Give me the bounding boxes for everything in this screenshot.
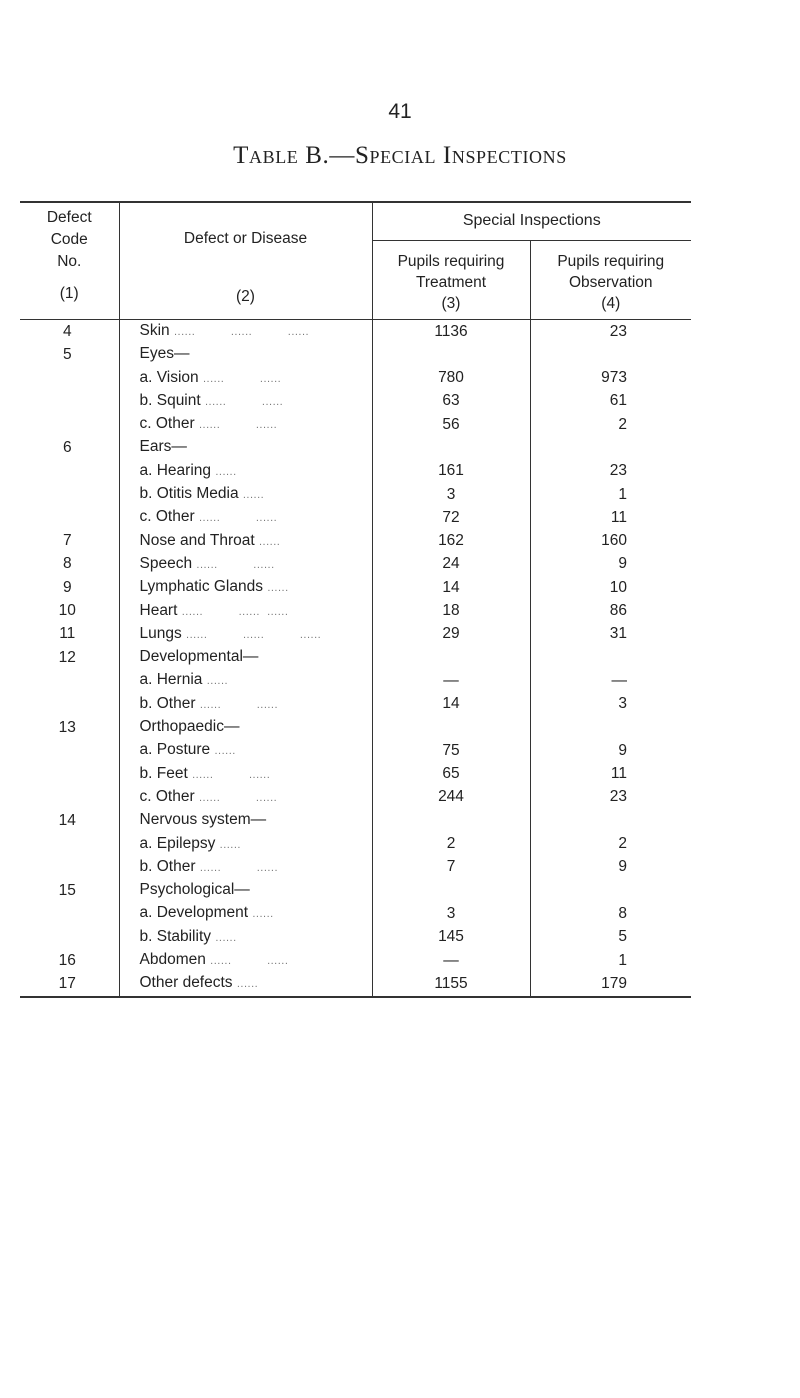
leader-dots: ...... ...... ...... xyxy=(186,628,322,641)
treatment-value-cell xyxy=(372,809,530,832)
defect-name: Abdomen xyxy=(139,951,206,969)
treatment-value-cell: 72 xyxy=(372,506,530,529)
header-observation xyxy=(530,240,691,319)
table-row xyxy=(20,809,691,832)
header-observation-line-2: Observation xyxy=(568,273,653,291)
treatment-value-cell: 65 xyxy=(372,763,530,786)
treatment-value-cell: 7 xyxy=(372,856,530,879)
observation-value-cell: 179 xyxy=(530,972,691,996)
defect-name: Nose and Throat xyxy=(139,531,255,549)
treatment-value-cell: 2 xyxy=(372,833,530,856)
defect-code-cell xyxy=(20,786,119,809)
treatment-value-cell xyxy=(372,716,530,739)
header-observation-num: (4) xyxy=(601,294,621,312)
defect-name-cell xyxy=(119,902,372,925)
defect-name: a. Vision xyxy=(139,368,199,386)
header-defect-code xyxy=(20,202,119,320)
defect-name: a. Hearing xyxy=(139,461,212,479)
table-row xyxy=(20,902,691,925)
treatment-value-cell: 1136 xyxy=(372,320,530,344)
defect-name: a. Posture xyxy=(139,741,211,759)
leader-dots: ...... xyxy=(252,908,274,921)
treatment-value-cell xyxy=(372,343,530,366)
table-row xyxy=(20,763,691,786)
treatment-value-cell: 18 xyxy=(372,600,530,623)
treatment-value-cell: 29 xyxy=(372,623,530,646)
leader-dots: ...... ...... xyxy=(210,955,289,968)
special-inspections-table-wrap xyxy=(20,201,691,998)
defect-name-cell xyxy=(119,343,372,366)
table-row xyxy=(20,390,691,413)
defect-code-cell xyxy=(20,413,119,436)
defect-name-cell xyxy=(119,856,372,879)
leader-dots: ...... ...... xyxy=(199,861,279,874)
defect-name-cell xyxy=(119,716,372,739)
defect-name: Lymphatic Glands xyxy=(139,578,263,596)
table-title-text: Table B.—Special Inspections xyxy=(233,142,567,169)
header-defect-or-disease xyxy=(119,202,372,320)
defect-name: Nervous system— xyxy=(139,811,267,829)
defect-name: b. Otitis Media xyxy=(139,485,239,503)
table-row xyxy=(20,436,691,459)
table-row xyxy=(20,506,691,529)
table-row xyxy=(20,669,691,692)
defect-name-cell xyxy=(119,669,372,692)
defect-name-cell xyxy=(119,413,372,436)
defect-name: a. Development xyxy=(139,904,249,922)
leader-dots: ...... ...... xyxy=(205,395,284,408)
table-row xyxy=(20,856,691,879)
defect-name-cell xyxy=(119,390,372,413)
treatment-value-cell: 1155 xyxy=(372,972,530,996)
observation-value-cell: 973 xyxy=(601,369,628,387)
defect-name: c. Other xyxy=(139,508,195,526)
leader-dots: ...... xyxy=(259,535,281,548)
observation-value-cell: 3 xyxy=(618,695,628,713)
defect-name-cell xyxy=(119,600,372,623)
defect-code-cell: 8 xyxy=(20,553,119,576)
defect-code-cell: 6 xyxy=(20,436,119,459)
defect-name: Orthopaedic— xyxy=(139,718,240,736)
defect-name: a. Hernia xyxy=(139,671,203,689)
leader-dots: ...... ...... xyxy=(198,791,278,804)
defect-code-cell xyxy=(20,483,119,506)
header-treatment-line-1: Pupils requiring xyxy=(397,252,505,270)
treatment-value-cell xyxy=(372,879,530,902)
defect-name-cell xyxy=(119,763,372,786)
observation-value-cell: 8 xyxy=(618,904,628,922)
table-header xyxy=(20,202,691,320)
observation-value-cell: — xyxy=(611,671,628,689)
table-row xyxy=(20,623,691,646)
defect-name-cell xyxy=(119,506,372,529)
defect-name-cell xyxy=(119,879,372,902)
defect-name-cell xyxy=(119,646,372,669)
table-row xyxy=(20,833,691,856)
defect-name: Other defects xyxy=(139,974,233,992)
observation-value-cell: 5 xyxy=(618,928,628,946)
observation-value-cell: 11 xyxy=(610,765,628,783)
table-row xyxy=(20,926,691,949)
defect-name: b. Other xyxy=(139,694,196,712)
treatment-value-cell: — xyxy=(372,949,530,972)
defect-name-cell xyxy=(119,553,372,576)
defect-name: b. Other xyxy=(139,857,196,875)
treatment-value-cell: 145 xyxy=(372,926,530,949)
defect-name-cell xyxy=(119,926,372,949)
treatment-value-cell: 24 xyxy=(372,553,530,576)
observation-value-cell xyxy=(530,646,691,669)
leader-dots: ...... ...... xyxy=(198,512,278,525)
table-row xyxy=(20,786,691,809)
observation-value-cell: 61 xyxy=(609,392,628,410)
observation-value-cell xyxy=(530,343,691,366)
leader-dots: ...... ...... xyxy=(192,768,271,781)
defect-code-cell: 14 xyxy=(20,809,119,832)
defect-name-cell xyxy=(119,367,372,390)
defect-code-cell: 16 xyxy=(20,949,119,972)
defect-name-cell xyxy=(119,693,372,716)
leader-dots: ...... xyxy=(267,582,289,595)
defect-name: c. Other xyxy=(139,787,195,805)
defect-name: Developmental— xyxy=(139,648,259,666)
table-row xyxy=(20,972,691,996)
defect-name-cell xyxy=(119,483,372,506)
observation-value-cell xyxy=(530,809,691,832)
defect-name-cell xyxy=(119,530,372,553)
defect-code-cell xyxy=(20,460,119,483)
defect-name-cell xyxy=(119,786,372,809)
treatment-value-cell: 14 xyxy=(372,576,530,599)
observation-value-cell: 9 xyxy=(618,555,628,573)
defect-code-cell xyxy=(20,693,119,716)
defect-name: Heart xyxy=(139,601,178,619)
header-defect-num: (2) xyxy=(236,288,255,305)
observation-value-cell: 9 xyxy=(618,858,628,876)
treatment-value-cell: 3 xyxy=(372,483,530,506)
defect-name-cell xyxy=(119,436,372,459)
defect-name-cell xyxy=(119,949,372,972)
defect-name-cell xyxy=(119,972,372,996)
leader-dots: ...... ...... ...... xyxy=(173,326,310,338)
leader-dots: ...... ...... xyxy=(202,372,282,385)
header-code-line-2: Code xyxy=(50,231,88,248)
observation-value-cell: 23 xyxy=(609,788,628,806)
defect-name-cell xyxy=(119,833,372,856)
treatment-value-cell: 14 xyxy=(372,693,530,716)
defect-name: b. Feet xyxy=(139,764,188,782)
defect-name-cell xyxy=(119,320,372,344)
page-number: 41 xyxy=(388,100,412,123)
table-row xyxy=(20,600,691,623)
defect-name-cell xyxy=(119,460,372,483)
leader-dots: ...... xyxy=(215,931,237,944)
treatment-value-cell: 162 xyxy=(372,530,530,553)
leader-dots: ...... xyxy=(236,978,259,991)
treatment-value-cell: 780 xyxy=(372,367,530,390)
header-treatment-line-2: Treatment xyxy=(415,273,487,291)
defect-name: Ears— xyxy=(139,438,187,456)
leader-dots: ...... ...... xyxy=(199,698,279,711)
defect-code-cell xyxy=(20,856,119,879)
header-observation-line-1: Pupils requiring xyxy=(557,252,665,270)
leader-dots: ...... xyxy=(206,675,229,688)
defect-name: Skin xyxy=(139,322,170,339)
table-row xyxy=(20,739,691,762)
observation-value-cell: 23 xyxy=(609,462,628,480)
defect-code-cell xyxy=(20,390,119,413)
defect-code-cell xyxy=(20,833,119,856)
table-row xyxy=(20,553,691,576)
treatment-value-cell: 244 xyxy=(372,786,530,809)
header-code-num: (1) xyxy=(59,285,79,302)
header-defect-label: Defect or Disease xyxy=(183,230,308,247)
treatment-value-cell: 63 xyxy=(372,390,530,413)
defect-code-cell: 10 xyxy=(20,600,119,623)
observation-value-cell: 86 xyxy=(609,602,628,620)
defect-name: Eyes— xyxy=(139,345,190,363)
defect-code-cell: 9 xyxy=(20,576,119,599)
header-treatment-num: (3) xyxy=(441,294,461,312)
table-row xyxy=(20,367,691,390)
leader-dots: ...... xyxy=(215,465,237,478)
observation-value-cell: 31 xyxy=(609,625,628,643)
table-row xyxy=(20,949,691,972)
observation-value-cell: 1 xyxy=(618,485,628,503)
defect-code-cell: 12 xyxy=(20,646,119,669)
defect-code-cell: 15 xyxy=(20,879,119,902)
defect-name: b. Squint xyxy=(139,391,201,409)
leader-dots: ...... xyxy=(242,489,265,502)
defect-code-cell: 4 xyxy=(20,320,119,344)
defect-code-cell: 5 xyxy=(20,343,119,366)
leader-dots: ...... ...... xyxy=(196,558,275,571)
leader-dots: ...... xyxy=(214,745,236,758)
defect-name: Speech xyxy=(139,554,193,572)
header-special-inspections: Special Inspections xyxy=(372,202,691,240)
defect-name: Lungs xyxy=(139,624,182,642)
observation-value-cell: 23 xyxy=(609,322,628,340)
leader-dots: ...... xyxy=(219,838,241,851)
defect-code-cell xyxy=(20,669,119,692)
table-row xyxy=(20,646,691,669)
header-treatment xyxy=(372,240,530,319)
treatment-value-cell xyxy=(372,436,530,459)
table-row xyxy=(20,693,691,716)
table-row xyxy=(20,483,691,506)
defect-code-cell xyxy=(20,739,119,762)
treatment-value-cell: 75 xyxy=(372,739,530,762)
observation-value-cell xyxy=(530,716,691,739)
defect-name: b. Stability xyxy=(139,927,212,945)
defect-name-cell xyxy=(119,576,372,599)
observation-value-cell: 160 xyxy=(601,532,628,550)
leader-dots: ...... ...... xyxy=(198,419,278,432)
defect-code-cell xyxy=(20,763,119,786)
table-row xyxy=(20,343,691,366)
special-inspections-table xyxy=(20,201,691,998)
defect-name-cell xyxy=(119,739,372,762)
defect-code-cell xyxy=(20,506,119,529)
table-row xyxy=(20,413,691,436)
treatment-value-cell: 161 xyxy=(372,460,530,483)
treatment-value-cell: 56 xyxy=(372,413,530,436)
defect-name: Psychological— xyxy=(139,881,250,899)
observation-value-cell xyxy=(530,436,691,459)
defect-code-cell: 17 xyxy=(20,972,119,996)
leader-dots: ...... ...... ...... xyxy=(181,605,289,618)
header-code-line-3: No. xyxy=(57,253,82,270)
observation-value-cell: 2 xyxy=(618,415,628,433)
defect-code-cell xyxy=(20,902,119,925)
observation-value-cell: 2 xyxy=(618,835,628,853)
observation-value-cell xyxy=(530,879,691,902)
treatment-value-cell: 3 xyxy=(372,902,530,925)
table-row xyxy=(20,716,691,739)
table-row xyxy=(20,460,691,483)
observation-value-cell: 11 xyxy=(610,508,628,526)
defect-name: a. Epilepsy xyxy=(139,834,216,852)
defect-name: c. Other xyxy=(139,415,195,433)
treatment-value-cell xyxy=(372,646,530,669)
table-title xyxy=(0,142,800,170)
defect-code-cell: 11 xyxy=(20,623,119,646)
header-code-line-1: Defect xyxy=(46,209,92,226)
table-body xyxy=(20,320,691,997)
table-row xyxy=(20,320,691,344)
treatment-value-cell: — xyxy=(372,669,530,692)
defect-code-cell xyxy=(20,926,119,949)
observation-value-cell: 10 xyxy=(609,578,628,596)
defect-name-cell xyxy=(119,623,372,646)
table-row xyxy=(20,879,691,902)
defect-code-cell: 7 xyxy=(20,530,119,553)
defect-code-cell xyxy=(20,367,119,390)
observation-value-cell: 9 xyxy=(618,741,628,759)
defect-name-cell xyxy=(119,809,372,832)
defect-code-cell: 13 xyxy=(20,716,119,739)
table-row xyxy=(20,530,691,553)
observation-value-cell: 1 xyxy=(618,951,628,969)
table-row xyxy=(20,576,691,599)
